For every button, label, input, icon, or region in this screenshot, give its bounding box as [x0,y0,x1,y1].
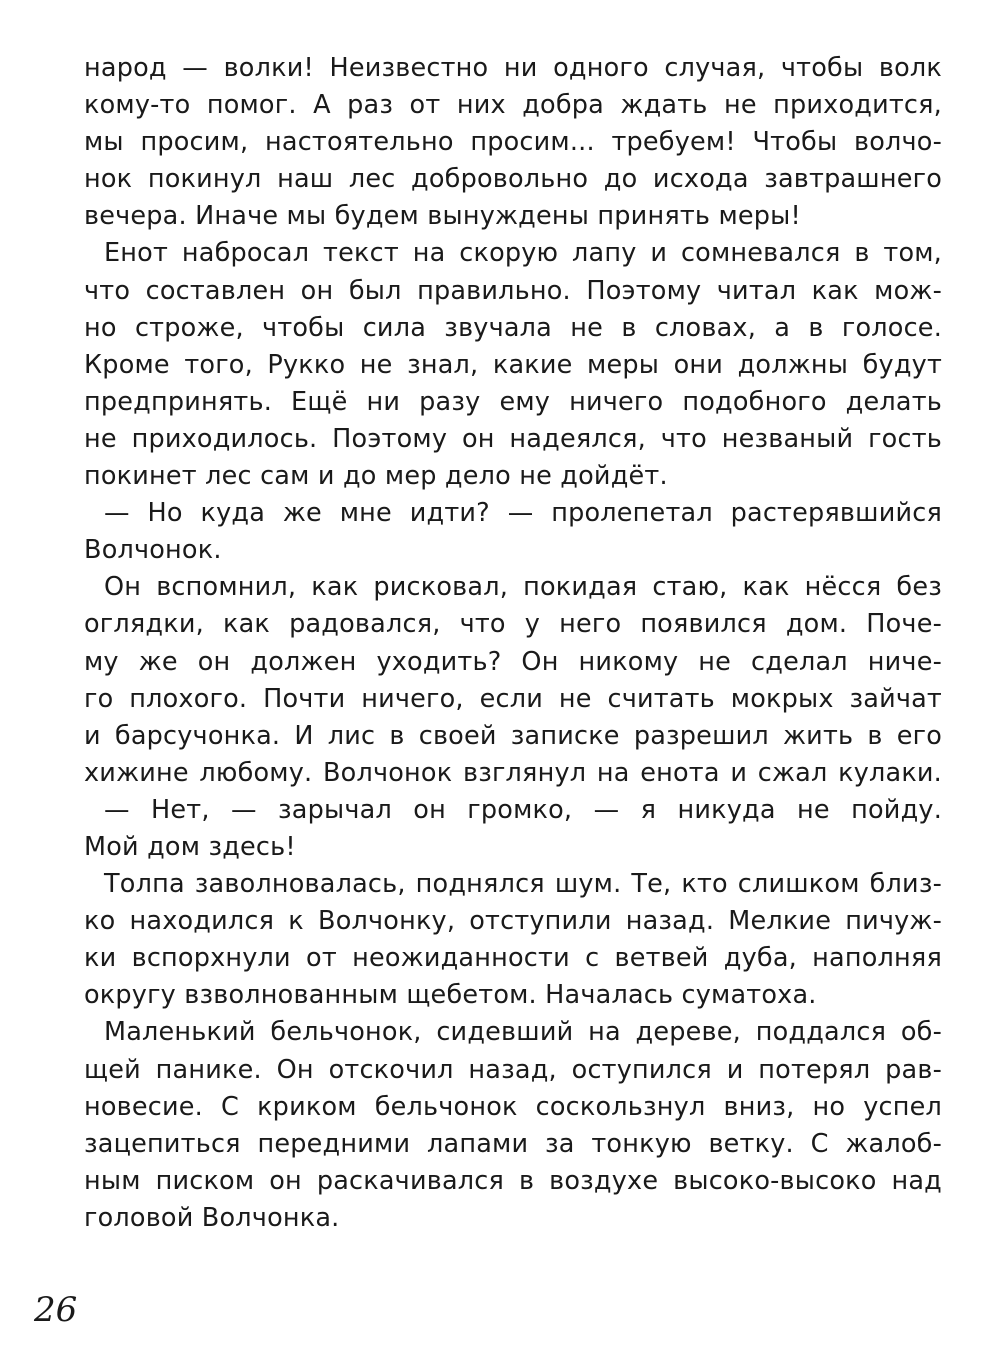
text-line: народ — волки! Неизвестно ни одного случая, чтобы волк [84,53,942,83]
page-number: 26 [34,1290,78,1330]
text-line: Кроме того, Рукко не знал, какие меры они должны будут [84,349,942,380]
text-line: вечера. Иначе мы будем вынуждены принять меры! [84,201,801,232]
text-line: нок покинул наш лес добровольно до исхода завтрашнего [84,164,942,195]
text-line: предпринять. Ещё ни разу ему ничего подобного делать [84,386,942,417]
text-line: ным писком он раскачивался в воздухе высоко-высоко над [84,1165,942,1196]
text-line: мы просим, настоятельно просим... требуем! Чтобы волчо- [84,127,942,158]
text-line: хижине любому. Волчонок взглянул на енота и сжал кулаки. [84,757,942,788]
text-line: оглядки, как радовался, что у него появился дом. Поче- [84,609,942,640]
text-line: го плохого. Почти ничего, если не считать мокрых зайчат [84,683,942,714]
text-line: и барсучонка. И лис в своей записке разрешил жить в его [84,720,942,751]
text-line: Енот набросал текст на скорую лапу и сомневался в том, [104,238,942,269]
text-line: — Нет, — зарычал он громко, — я никуда не пойду. [104,794,942,825]
text-line: Мой дом здесь! [84,831,296,862]
text-line: не приходилось. Поэтому он надеялся, что незваный гость [84,423,942,454]
text-line: что составлен он был правильно. Поэтому читал как мож- [84,275,942,306]
text-line: округу взволнованным щебетом. Началась суматоха. [84,980,817,1011]
text-line: ко находился к Волчонку, отступили назад. Мелкие пичуж- [84,906,942,937]
text-line: му же он должен уходить? Он никому не сделал ниче- [84,646,942,677]
text-line: новесие. С криком бельчонок соскользнул вниз, но успел [84,1091,942,1122]
text-line: зацепиться передними лапами за тонкую ветку. С жалоб- [84,1128,942,1159]
text-line: щей панике. Он отскочил назад, оступился и потерял рав- [84,1054,942,1085]
text-line: покинет лес сам и до мер дело не дойдёт. [84,461,668,492]
text-line: кому-то помог. А раз от них добра ждать не приходится, [84,90,942,121]
text-line: Волчонок. [84,535,222,566]
text-line: ки вспорхнули от неожиданности с ветвей дуба, наполняя [84,943,942,974]
text-line: Маленький бельчонок, сидевший на дереве, поддался об- [104,1017,942,1048]
text-line: головой Волчонка. [84,1202,340,1233]
text-line: но строже, чтобы сила звучала не в словах, а в голосе. [84,312,942,343]
text-line: — Но куда же мне идти? — пролепетал растерявшийся [104,498,942,529]
text-line: Толпа заволновалась, поднялся шум. Те, кто слишком близ- [104,869,942,900]
text-line: Он вспомнил, как рисковал, покидая стаю, как нёсся без [104,572,942,603]
page-text [84,50,942,1237]
